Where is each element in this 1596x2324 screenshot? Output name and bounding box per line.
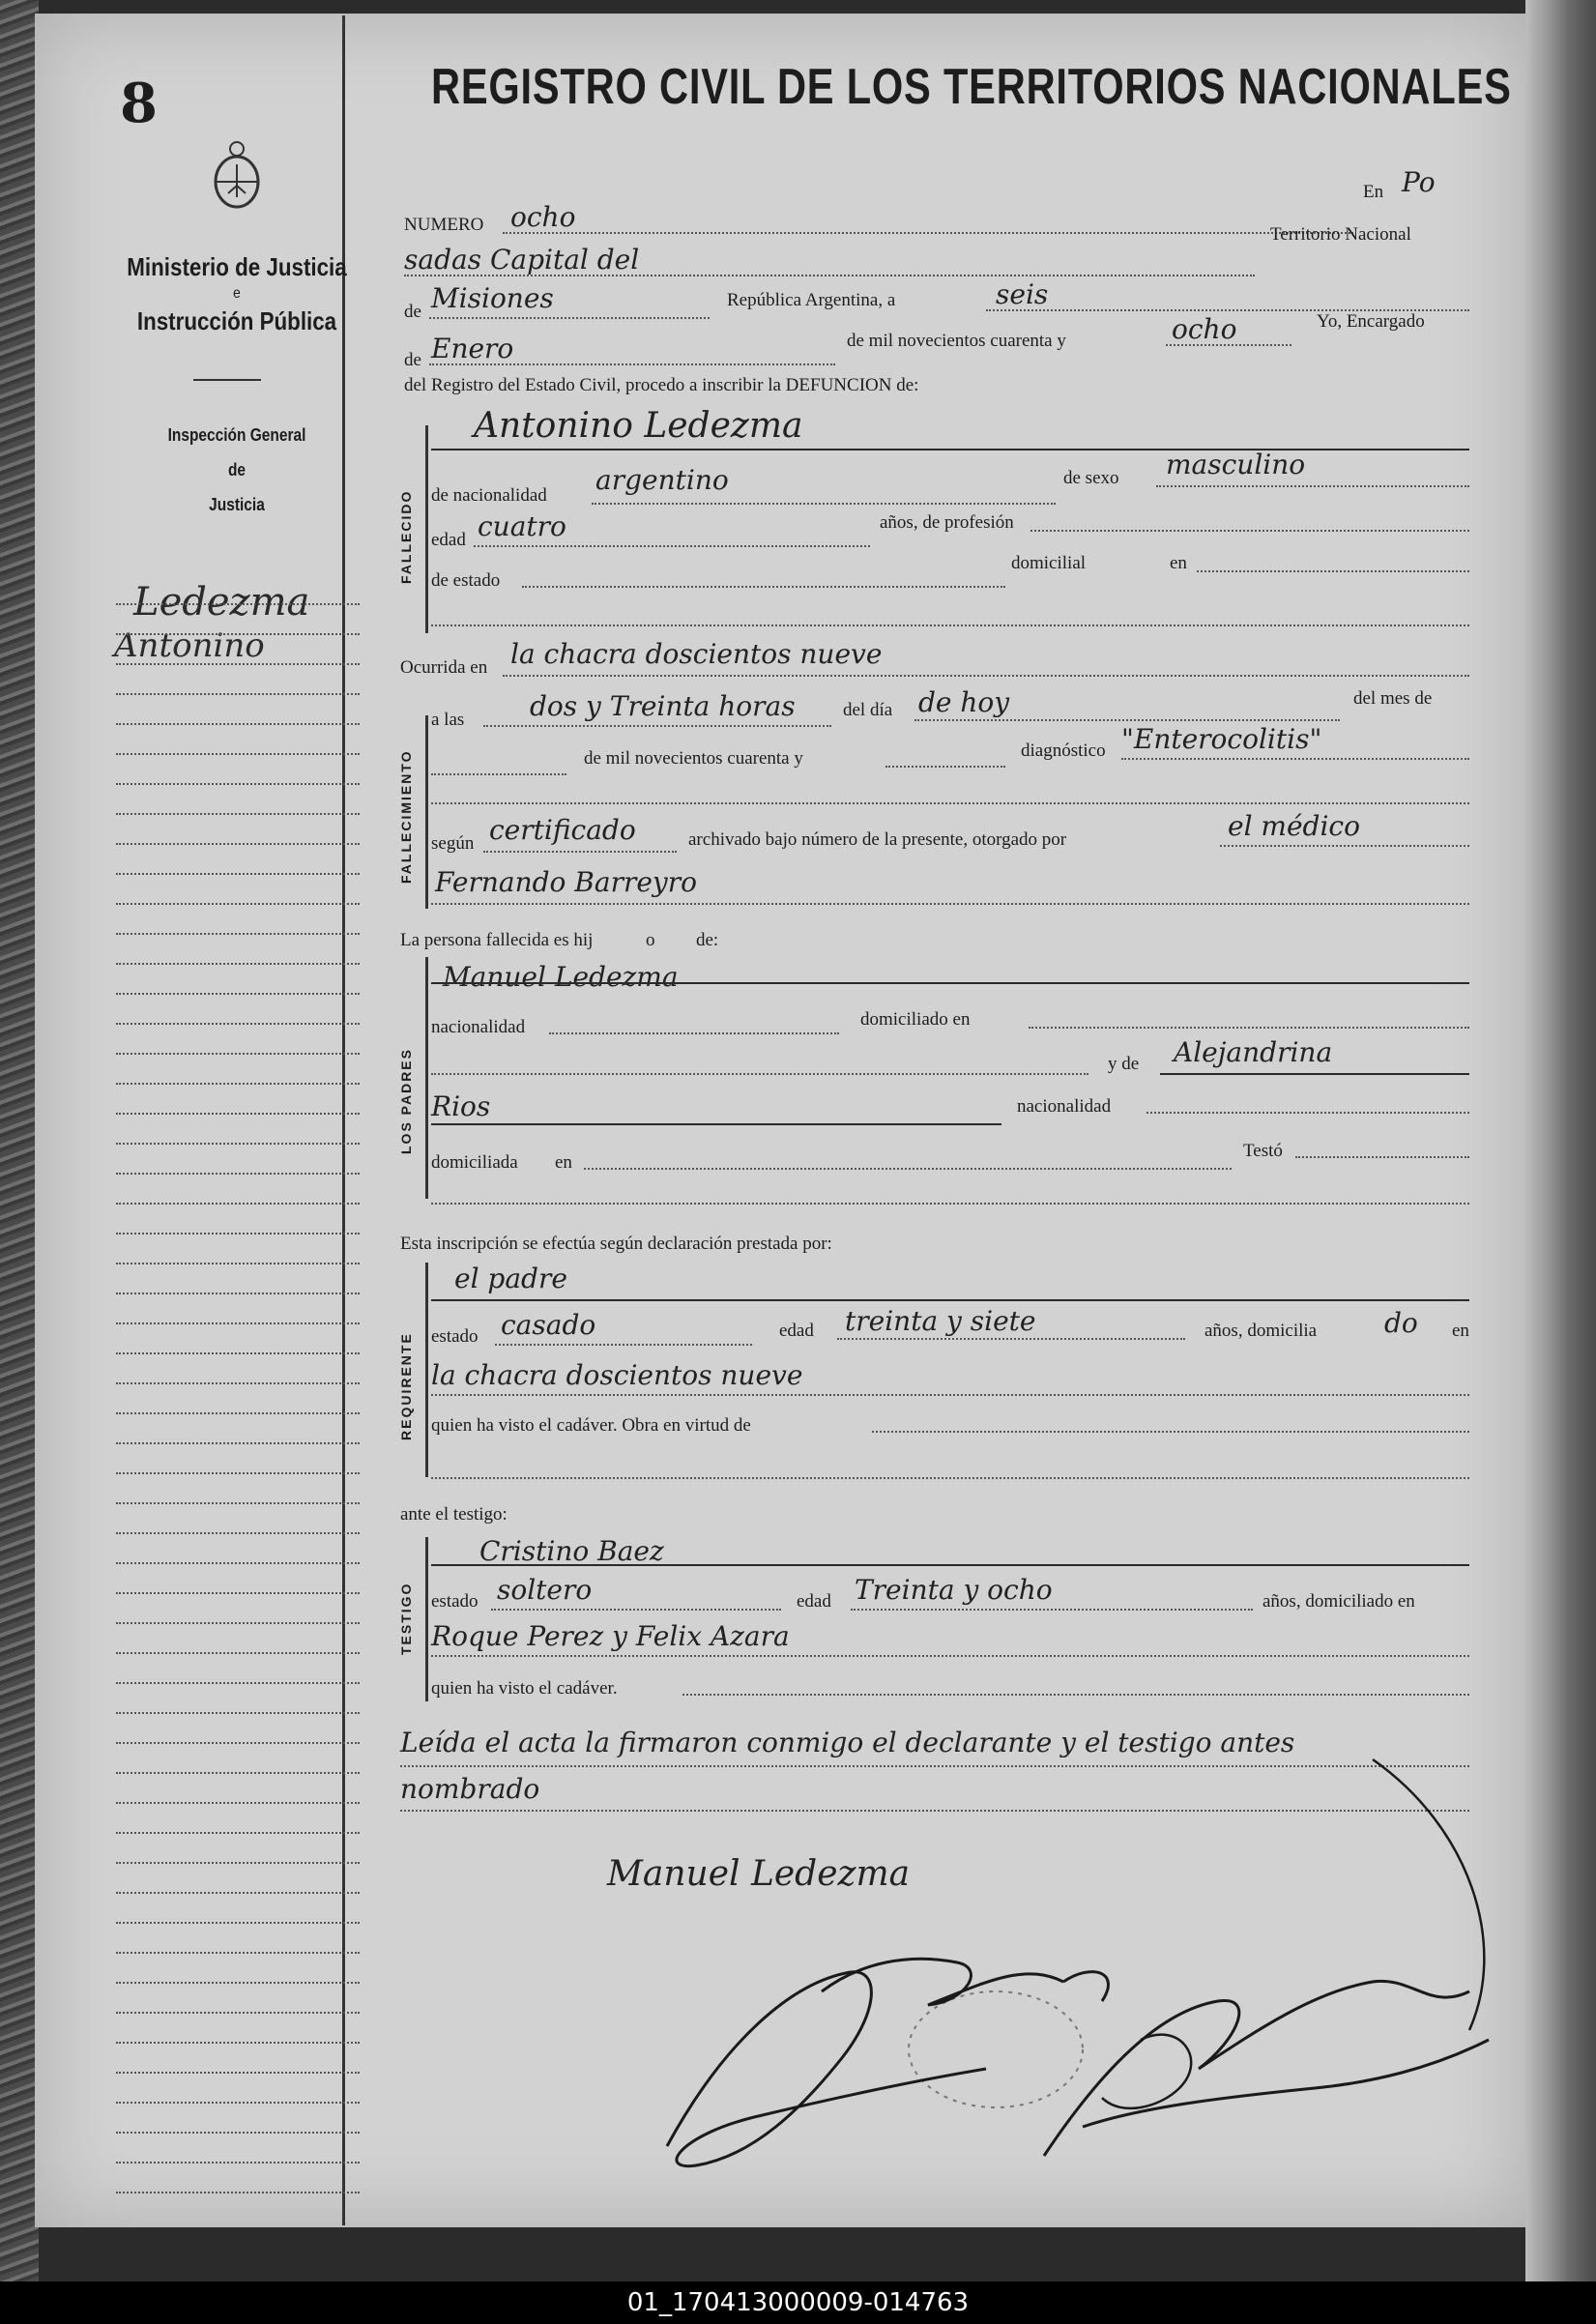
padres-bracket (425, 957, 428, 1199)
margin-ruled-line (116, 2102, 360, 2104)
inspeccion-line2: de (227, 460, 247, 479)
territorio-line (429, 317, 710, 319)
margin-ruled-line (116, 1592, 360, 1594)
segun-label: según (431, 833, 475, 854)
de-label: de (404, 302, 421, 322)
margin-ruled-line (116, 1442, 360, 1444)
margin-ruled-line (116, 1113, 360, 1115)
requirente-estado-line (495, 1344, 752, 1346)
place-value: sadas Capital del (404, 244, 640, 276)
fallecimiento-extra-line (431, 802, 1469, 804)
requirente-estado-value: casado (501, 1309, 596, 1341)
margin-divider (342, 15, 345, 2225)
margin-ruled-line (116, 783, 360, 785)
en-label: En (1363, 182, 1384, 202)
padres-de-label: de: (696, 930, 719, 950)
inspeccion-line3: Justicia (209, 495, 265, 514)
sexo-value: masculino (1166, 449, 1306, 480)
anio-line (1166, 344, 1291, 346)
margin-ruled-line (116, 873, 360, 875)
sexo-label: de sexo (1063, 468, 1119, 488)
padre-extra-line (431, 1073, 1088, 1075)
margin-ruled-line (116, 903, 360, 905)
fallecimiento-section-label: FALLECIMIENTO (398, 749, 414, 884)
ministry-line1: Ministerio de Justicia (127, 252, 347, 281)
testigo-estado-value: soltero (497, 1574, 593, 1606)
anio-fallecimiento-line (885, 766, 1005, 768)
nacionalidad-madre-line (1146, 1112, 1469, 1114)
requirente-edad-value: treinta y siete (845, 1305, 1036, 1337)
delmes-label: del mes de (1353, 688, 1433, 709)
testigo-name-value: Cristino Baez (479, 1535, 664, 1567)
ministry-rule (193, 379, 261, 381)
novecientos-fall-label: de mil novecientos cuarenta y (584, 748, 803, 769)
hora-value: dos y Treinta horas (530, 690, 796, 722)
margin-ruled-line (116, 1322, 360, 1324)
margin-ruled-line (116, 1352, 360, 1354)
margin-ruled-line (116, 1203, 360, 1205)
requirente-edad-line (837, 1338, 1185, 1340)
mes-line (429, 363, 835, 365)
requirente-dom-value: do (1384, 1307, 1418, 1339)
alas-label: a las (431, 710, 465, 730)
anio-value: ocho (1172, 313, 1237, 345)
fallecido-name-line (431, 449, 1469, 450)
margin-ruled-line (116, 1023, 360, 1025)
madre-apellido-value: Rios (431, 1090, 491, 1122)
book-binding (0, 0, 39, 2281)
requirente-intro: Esta inscripción se efectúa según declaración prestada por: (400, 1234, 832, 1254)
testigo-estado-line (491, 1609, 781, 1611)
en-fallecido-line (1197, 570, 1469, 572)
margin-ruled-line (116, 1802, 360, 1804)
margin-ruled-line (116, 1382, 360, 1384)
ocurrida-label: Ocurrida en (400, 657, 488, 678)
margin-ruled-line (116, 993, 360, 995)
edad-label: edad (431, 530, 466, 550)
segun-value: certificado (489, 814, 636, 846)
fallecimiento-bracket (425, 715, 428, 909)
testigo-estado-label: estado (431, 1591, 479, 1612)
margin-ruled-line (116, 693, 360, 695)
margin-ruled-line (116, 2042, 360, 2044)
domiciliada-line (584, 1168, 1232, 1170)
segun-line (483, 851, 677, 853)
fallecido-extra-line (431, 625, 1469, 626)
margin-ruled-line (116, 1982, 360, 1984)
medico-value: Fernando Barreyro (435, 866, 697, 898)
margin-ruled-line (116, 843, 360, 845)
requirente-visto-line (872, 1431, 1469, 1433)
requirente-section-label: REQUIRENTE (398, 1332, 414, 1440)
margin-ruled-line (116, 603, 360, 605)
margin-ruled-line (116, 1173, 360, 1175)
document-sheet (35, 14, 1525, 2227)
fallecido-section-label: FALLECIDO (398, 489, 414, 584)
domiciliada-label: domiciliada (431, 1152, 518, 1173)
page-edge (1525, 0, 1596, 2281)
margin-ruled-line (116, 1502, 360, 1504)
official-signatures-image (638, 1924, 1508, 2214)
profesion-line (1030, 530, 1469, 532)
ministry-heading (125, 249, 349, 338)
hijo-label: La persona fallecida es hij (400, 930, 594, 950)
territorio-value: Misiones (431, 282, 554, 314)
edad-value: cuatro (478, 510, 566, 542)
requirente-name-line (431, 1299, 1469, 1301)
requirente-edad-label: edad (779, 1321, 814, 1341)
margin-ruled-line (116, 1892, 360, 1894)
testigo-domicilio-line (431, 1655, 1469, 1657)
closing-line1: Leída el acta la firmaron conmigo el declarante y el testigo antes (400, 1727, 1295, 1758)
dia-fallecimiento-value: de hoy (918, 686, 1010, 718)
margin-ruled-line (116, 963, 360, 965)
closing-line1-rule (400, 1765, 1469, 1767)
margin-ruled-line (116, 723, 360, 725)
diagnostico-label: diagnóstico (1021, 741, 1106, 761)
mes-value: Enero (431, 333, 514, 364)
novecientos-label: de mil novecientos cuarenta y (847, 331, 1066, 351)
margin-ruled-line (116, 1412, 360, 1414)
margin-ruled-line (116, 1263, 360, 1264)
margin-ruled-line (116, 2072, 360, 2074)
margin-ruled-line (116, 1143, 360, 1145)
margin-ruled-line (116, 2162, 360, 2164)
margin-ruled-line (116, 633, 360, 635)
anios-label: años, de profesión (880, 512, 1014, 533)
domiciliado-line (1029, 1027, 1469, 1029)
ocurrida-value: la chacra doscientos nueve (510, 638, 883, 670)
image-id-footer: 01_170413000009-014763 (0, 2281, 1596, 2324)
margin-ruled-line (116, 1832, 360, 1834)
margin-ruled-line (116, 1472, 360, 1474)
testigo-edad-label: edad (797, 1591, 831, 1612)
margin-note-surname: Ledezma (133, 580, 310, 625)
fallecido-bracket (425, 425, 428, 633)
closing-line2: nombrado (400, 1773, 540, 1805)
margin-ruled-line (116, 813, 360, 815)
estado-line (522, 586, 1005, 588)
sexo-line (1156, 485, 1469, 487)
requirente-domicilio-line (431, 1394, 1469, 1396)
de2-label: de (404, 350, 421, 370)
domiciliado-label: domiciliado en (860, 1009, 971, 1030)
coat-of-arms-icon (209, 139, 265, 211)
margin-ruled-line (116, 663, 360, 665)
padres-extra-line (431, 1203, 1469, 1205)
testigo-bracket (425, 1537, 428, 1701)
margin-ruled-line (116, 1742, 360, 1744)
nacionalidad-padre-line (549, 1032, 839, 1034)
margin-ruled-line (116, 1652, 360, 1654)
diagnostico-line (1121, 758, 1469, 760)
hijo-value: o (646, 930, 655, 950)
inspeccion-line1: Inspección General (167, 425, 306, 445)
ministry-line2: e (233, 285, 241, 302)
yde-label: y de (1108, 1054, 1140, 1074)
nacionalidad-value: argentino (595, 464, 729, 496)
dia-value: seis (996, 278, 1049, 310)
hora-line (483, 725, 831, 727)
requirente-extra-line (431, 1477, 1469, 1479)
margin-note-name: Antonino (114, 626, 265, 665)
testo-label: Testó (1243, 1141, 1283, 1161)
padre-line (431, 982, 1469, 984)
requirente-bracket (425, 1263, 428, 1477)
fallecido-name-value: Antonino Ledezma (474, 406, 803, 446)
yo-label: Yo, Encargado (1317, 311, 1425, 332)
archivado-label: archivado bajo número de la presente, otorgado por (688, 829, 1067, 850)
nacionalidad-line (592, 503, 1056, 505)
nacionalidad-padre-label: nacionalidad (431, 1017, 526, 1037)
registro-text: del Registro del Estado Civil, procedo a inscribir la DEFUNCION de: (404, 375, 919, 395)
domiciliada-en-label: en (555, 1152, 572, 1173)
en-fallecido-label: en (1170, 553, 1187, 573)
testigo-name-line (431, 1564, 1469, 1566)
margin-ruled-line (116, 1083, 360, 1085)
republica-label: República Argentina, a (727, 290, 896, 310)
medico-line (431, 903, 1469, 905)
madre-value: Alejandrina (1174, 1036, 1333, 1068)
margin-ruled-line (116, 1952, 360, 1954)
requirente-estado-label: estado (431, 1326, 479, 1347)
margin-ruled-line (116, 2132, 360, 2134)
otorgado-line (1220, 845, 1469, 847)
madre-apellido-line (431, 1123, 1001, 1125)
margin-ruled-line (116, 1622, 360, 1624)
numero-line (503, 232, 1353, 234)
margin-ruled-line (116, 1922, 360, 1924)
margin-ruled-line (116, 1772, 360, 1774)
territorio-label: Territorio Nacional (1270, 224, 1411, 245)
nacionalidad-madre-label: nacionalidad (1017, 1096, 1112, 1117)
numero-label: NUMERO (404, 215, 484, 235)
mes-fallecimiento-line (431, 773, 566, 775)
margin-ruled-line (116, 1233, 360, 1235)
testigo-domicilio-value: Roque Perez y Felix Azara (431, 1620, 790, 1652)
testigo-section-label: TESTIGO (398, 1582, 414, 1655)
margin-ruled-line (116, 753, 360, 755)
dia-fallecimiento-line (914, 719, 1340, 721)
requirente-en-label: en (1452, 1321, 1469, 1341)
nacionalidad-label: de nacionalidad (431, 485, 547, 506)
margin-ruled-line (116, 2192, 360, 2193)
testigo-edad-line (851, 1609, 1253, 1611)
ocurrida-line (503, 675, 1469, 677)
margin-ruled-line (116, 1682, 360, 1684)
deldia-label: del día (843, 700, 893, 720)
margin-ruled-line (116, 933, 360, 935)
requirente-visto-label: quien ha visto el cadáver. Obra en virtud de (431, 1415, 751, 1436)
domicilio-label: domicilial (1011, 553, 1087, 573)
testigo-edad-value: Treinta y ocho (855, 1574, 1053, 1606)
testigo-visto-label: quien ha visto el cadáver. (431, 1678, 618, 1699)
testigo-anios-label: años, domiciliado en (1262, 1591, 1415, 1612)
margin-ruled-line (116, 1293, 360, 1294)
declarante-signature: Manuel Ledezma (607, 1854, 911, 1894)
requirente-anios-label: años, domicilia (1204, 1321, 1318, 1341)
testigo-intro: ante el testigo: (400, 1504, 508, 1525)
margin-ruled-line (116, 1532, 360, 1534)
margin-ruled-line (116, 2012, 360, 2014)
testo-line (1295, 1156, 1469, 1158)
inspeccion-heading (133, 418, 341, 522)
ministry-line3: Instrucción Pública (136, 306, 337, 335)
place-line (404, 275, 1255, 276)
madre-line (1160, 1073, 1469, 1075)
diagnostico-value: "Enterocolitis" (1121, 723, 1322, 755)
padres-section-label: LOS PADRES (398, 1048, 414, 1154)
requirente-name-value: el padre (454, 1263, 567, 1294)
margin-ruled-line (116, 1862, 360, 1864)
margin-ruled-line (116, 1562, 360, 1564)
testigo-visto-line (682, 1694, 1469, 1696)
margin-ruled-line (116, 1053, 360, 1055)
closing-line2-rule (400, 1810, 1469, 1812)
en-value: Po (1402, 166, 1436, 198)
numero-value: ocho (510, 201, 576, 233)
padre-value: Manuel Ledezma (443, 961, 679, 993)
edad-line (474, 545, 870, 547)
register-title: REGISTRO CIVIL DE LOS TERRITORIOS NACIONALES (431, 59, 1512, 115)
page-number: 8 (120, 72, 158, 135)
margin-ruled-line (116, 1712, 360, 1714)
requirente-domicilio-value: la chacra doscientos nueve (431, 1359, 803, 1391)
estado-label: de estado (431, 570, 501, 591)
otorgado-value: el médico (1228, 810, 1360, 842)
